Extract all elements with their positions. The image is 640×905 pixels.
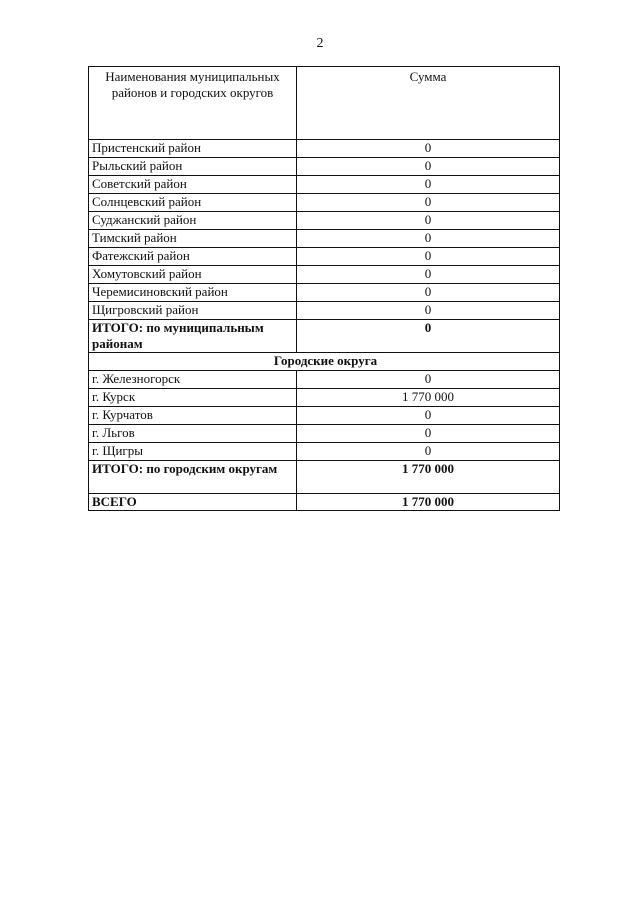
district-name: Фатежский район — [89, 248, 297, 266]
district-sum: 0 — [297, 284, 560, 302]
table-row — [89, 425, 560, 443]
district-name: Щигровский район — [89, 302, 297, 320]
cities-section-heading: Городские округа — [89, 353, 560, 371]
district-name: Тимский район — [89, 230, 297, 248]
grand-total-row — [89, 494, 560, 511]
district-sum: 0 — [297, 248, 560, 266]
district-name: Пристенский район — [89, 140, 297, 158]
table-row — [89, 158, 560, 176]
grand-total-label: ВСЕГО — [89, 494, 297, 511]
table-header-row — [89, 67, 560, 140]
districts-total-row — [89, 320, 560, 353]
table-row — [89, 302, 560, 320]
cities-section-row — [89, 353, 560, 371]
district-sum: 0 — [297, 140, 560, 158]
cities-total-label: ИТОГО: по городским округам — [89, 461, 297, 494]
table-row — [89, 266, 560, 284]
table-row — [89, 194, 560, 212]
district-name: Хомутовский район — [89, 266, 297, 284]
city-sum: 0 — [297, 443, 560, 461]
page-number: 2 — [316, 36, 324, 51]
district-sum: 0 — [297, 266, 560, 284]
district-name: Рыльский район — [89, 158, 297, 176]
district-sum: 0 — [297, 176, 560, 194]
district-sum: 0 — [297, 230, 560, 248]
table-row — [89, 443, 560, 461]
district-sum: 0 — [297, 302, 560, 320]
column-header-sum: Сумма — [297, 67, 560, 140]
district-name: Суджанский район — [89, 212, 297, 230]
district-sum: 0 — [297, 194, 560, 212]
city-name: г. Курск — [89, 389, 297, 407]
districts-total-label: ИТОГО: по муниципальным районам — [89, 320, 297, 353]
city-sum: 1 770 000 — [297, 389, 560, 407]
city-name: г. Курчатов — [89, 407, 297, 425]
grand-total-sum: 1 770 000 — [297, 494, 560, 511]
cities-total-sum: 1 770 000 — [297, 461, 560, 494]
table-row — [89, 230, 560, 248]
city-sum: 0 — [297, 407, 560, 425]
district-sum: 0 — [297, 212, 560, 230]
table-row — [89, 389, 560, 407]
table-row — [89, 212, 560, 230]
column-header-name: Наименования муниципальных районов и городских округов — [89, 67, 297, 140]
cities-total-row — [89, 461, 560, 494]
table-row — [89, 371, 560, 389]
table-row — [89, 140, 560, 158]
district-name: Советский район — [89, 176, 297, 194]
table-row — [89, 176, 560, 194]
city-name: г. Щигры — [89, 443, 297, 461]
district-name: Солнцевский район — [89, 194, 297, 212]
table-row — [89, 407, 560, 425]
district-sum: 0 — [297, 158, 560, 176]
district-name: Черемисиновский район — [89, 284, 297, 302]
city-sum: 0 — [297, 425, 560, 443]
table-row — [89, 284, 560, 302]
city-name: г. Железногорск — [89, 371, 297, 389]
city-sum: 0 — [297, 371, 560, 389]
table-row — [89, 248, 560, 266]
city-name: г. Льгов — [89, 425, 297, 443]
allocation-table — [88, 66, 560, 511]
districts-total-sum: 0 — [297, 320, 560, 353]
